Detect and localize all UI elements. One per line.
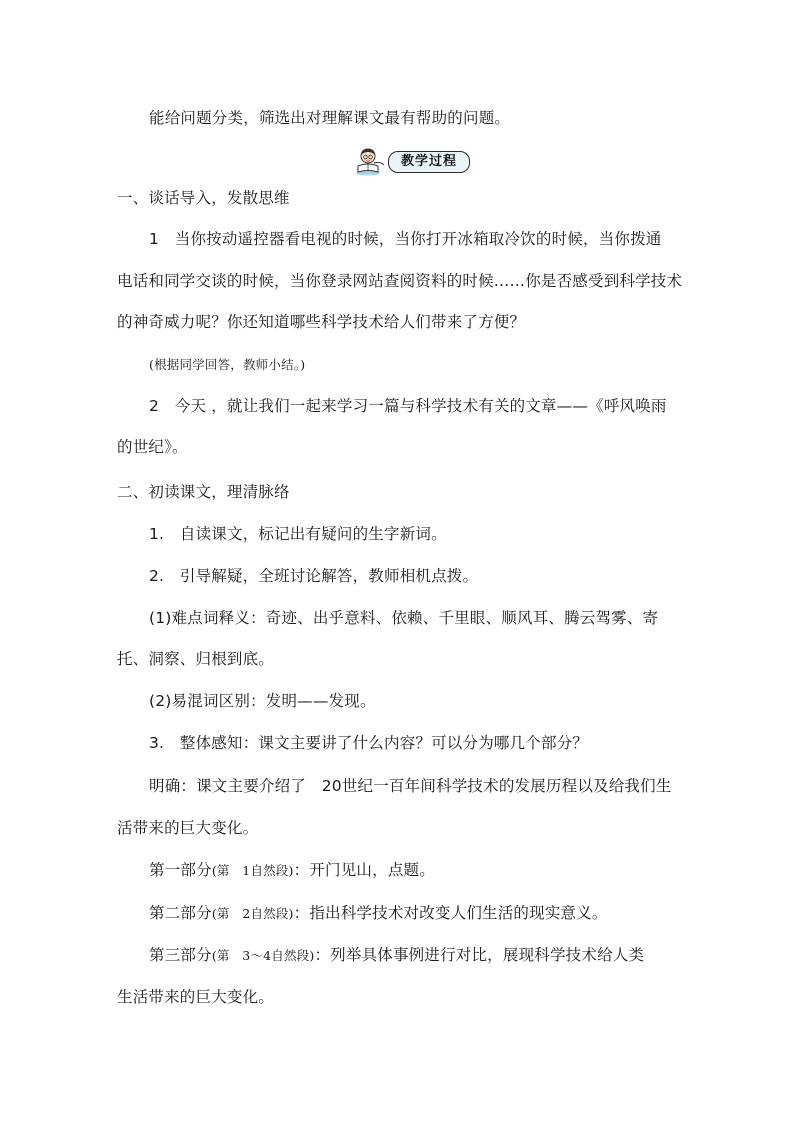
item1-line2: 电话和同学交谈的时候，当你登录网站查阅资料的时候……你是否感受到科学技术 xyxy=(117,272,683,290)
step3-text: 3. 整体感知：课文主要讲了什么内容？可以分为哪几个部分？ xyxy=(149,734,589,752)
section-badge xyxy=(354,146,472,176)
segment-3-line2: 生活带来的巨大变化。 xyxy=(117,988,275,1006)
step2-text: 2. 引导解疑，全班讨论解答，教师相机点拨。 xyxy=(149,567,479,585)
step1-text: 1. 自读课文，标记出有疑问的生字新词。 xyxy=(149,525,447,543)
segment-3 xyxy=(149,945,644,966)
sub1-line1: (1)难点词释义：奇迹、出乎意料、依赖、千里眼、顺风耳、腾云驾雾、寄 xyxy=(149,609,659,627)
teacher-note: (根据同学回答，教师小结。) xyxy=(149,357,306,372)
segment-1-paragraph: (第 1自然段) xyxy=(211,863,294,878)
part2-heading: 二、初读课文，理清脉络 xyxy=(117,483,290,501)
section-badge-label: 教学过程 xyxy=(388,151,470,173)
segment-3-prefix: 第三部分 xyxy=(149,946,212,964)
segment-1-prefix: 第一部分 xyxy=(149,861,212,879)
item2-line2: 的世纪》。 xyxy=(117,438,188,456)
segment-3-text: ：列举具体事例进行对比，展现科学技术给人类 xyxy=(314,946,645,964)
segment-2 xyxy=(149,903,608,924)
answer-line2: 活带来的巨大变化。 xyxy=(117,819,259,837)
sub1-line2: 托、洞察、归根到底。 xyxy=(117,650,275,668)
segment-3-paragraph: (第 3～4自然段) xyxy=(211,948,315,963)
segment-2-prefix: 第二部分 xyxy=(149,904,212,922)
answer-line1: 明确：课文主要介绍了 20世纪一百年间科学技术的发展历程以及给我们生 xyxy=(149,777,672,795)
segment-2-paragraph: (第 2自然段) xyxy=(211,906,294,921)
segment-1-text: ：开门见山，点题。 xyxy=(293,861,435,879)
part1-heading: 一、谈话导入，发散思维 xyxy=(117,189,290,207)
sub2-text: (2)易混词区别：发明——发现。 xyxy=(149,692,376,710)
item1-line1: 1 当你按动遥控器看电视的时候，当你打开冰箱取冷饮的时候，当你拨通 xyxy=(149,230,662,248)
segment-2-text: ：指出科学技术对改变人们生活的现实意义。 xyxy=(293,904,608,922)
item1-line3: 的神奇威力呢？你还知道哪些科学技术给人们带来了方便？ xyxy=(117,313,526,331)
segment-1 xyxy=(149,860,435,881)
intro-line: 能给问题分类，筛选出对理解课文最有帮助的问题。 xyxy=(149,109,511,127)
item2-line1: 2 今天 ，就让我们一起来学习一篇与科学技术有关的文章——《呼风唤雨 xyxy=(149,397,667,415)
